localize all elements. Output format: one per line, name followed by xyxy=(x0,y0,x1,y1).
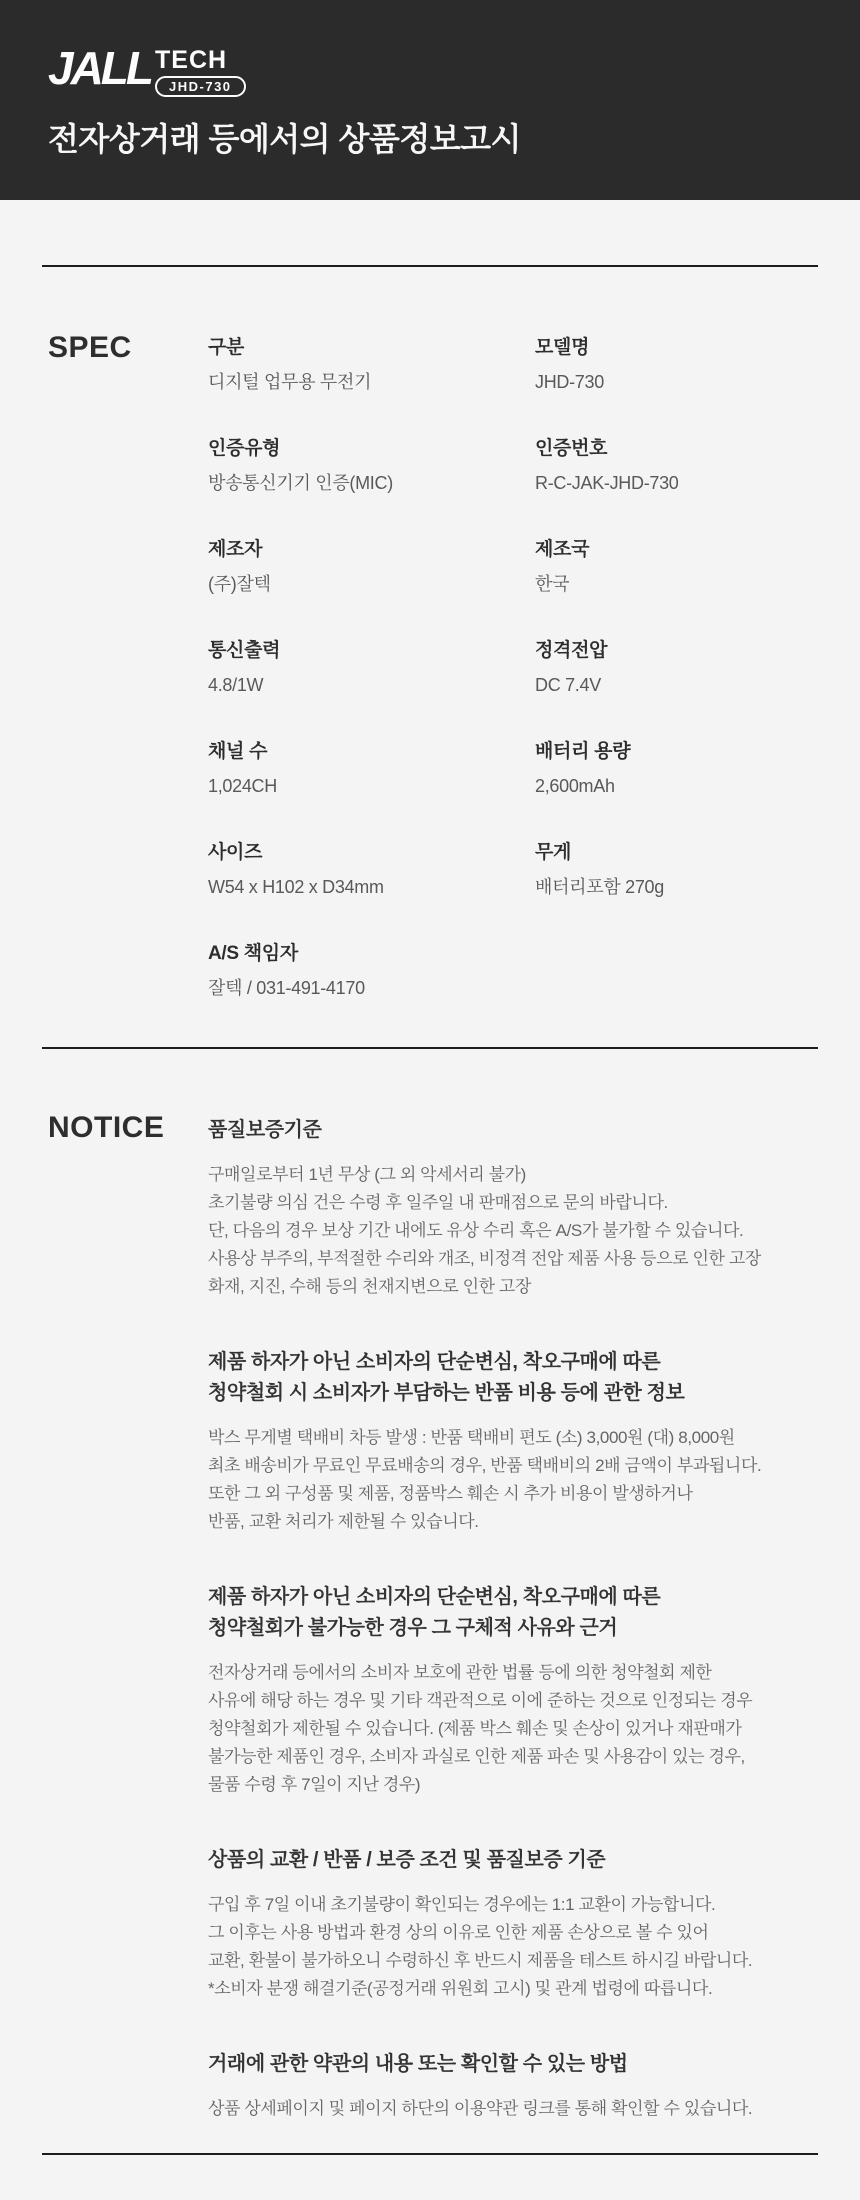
brand-logo-sub-text: TECH xyxy=(155,46,228,74)
spec-value: 잘텍 / 031-491-4170 xyxy=(208,978,365,998)
divider-bottom xyxy=(42,2153,818,2155)
spec-item-channel-count xyxy=(208,740,535,799)
spec-label: 무게 xyxy=(535,842,572,863)
spec-label: 정격전압 xyxy=(535,640,608,661)
notice-block-warranty-standard xyxy=(208,1115,818,1301)
spec-grid xyxy=(208,333,818,1001)
spec-item-manufacturer xyxy=(208,538,535,597)
spec-value: 디지털 업무용 무전기 xyxy=(208,372,372,392)
notice-block-terms-confirmation xyxy=(208,2049,818,2123)
notice-content xyxy=(208,1113,818,2123)
spec-item-category xyxy=(208,336,535,395)
spec-value: 배터리포함 270g xyxy=(535,877,664,897)
spec-label: 배터리 용량 xyxy=(535,741,631,762)
notice-block-title: 품질보증기준 xyxy=(208,1119,322,1141)
spec-value: 2,600mAh xyxy=(535,776,615,796)
spec-label: A/S 책임자 xyxy=(208,943,298,964)
notice-block-return-cost xyxy=(208,1347,818,1536)
spec-heading: SPEC xyxy=(48,331,132,364)
spec-item-weight xyxy=(535,841,818,900)
spec-item-country-of-origin xyxy=(535,538,818,597)
brand-logo xyxy=(48,44,812,97)
notice-block-body: 구입 후 7일 이내 초기불량이 확인되는 경우에는 1:1 교환이 가능합니다. 그 이후는 사용 방법과 환경 상의 이유로 인한 제품 손상으로 볼 수 있어 교환, 환불이 불가하오니 수령하신 후 반드시 제품을 테스트 하시길 바랍니다. *소비자 분쟁 해결기준(공정거래 위원회 고시) 및 관계 법령에 따릅니다. xyxy=(208,1895,753,1998)
notice-block-withdrawal-restriction xyxy=(208,1582,818,1799)
spec-item-rated-voltage xyxy=(535,639,818,698)
notice-block-body: 박스 무게별 택배비 차등 발생 : 반품 택배비 편도 (소) 3,000원 (대) 8,000원 최초 배송비가 무료인 무료배송의 경우, 반품 택배비의 2배 금액이 부과됩니다. 또한 그 외 구성품 및 제품, 정품박스 훼손 시 추가 비용이 발생하거나 반품, 교환 처리가 제한될 수 있습니다. xyxy=(208,1428,762,1531)
spec-value: 1,024CH xyxy=(208,776,277,796)
spec-item-certification-type xyxy=(208,437,535,496)
spec-item-certification-number xyxy=(535,437,818,496)
spec-label: 사이즈 xyxy=(208,842,263,863)
spec-value: R-C-JAK-JHD-730 xyxy=(535,473,679,493)
spec-label: 구분 xyxy=(208,337,245,358)
spec-section xyxy=(0,267,860,1047)
notice-heading: NOTICE xyxy=(48,1111,165,1144)
notice-block-exchange-return-conditions xyxy=(208,1845,818,2003)
spec-value: (주)잘텍 xyxy=(208,574,271,594)
brand-logo-right-group xyxy=(155,44,246,97)
spec-item-battery-capacity xyxy=(535,740,818,799)
spec-label: 제조자 xyxy=(208,539,263,560)
header xyxy=(0,0,860,200)
page-title: 전자상거래 등에서의 상품정보고시 xyxy=(48,121,521,157)
spec-label: 통신출력 xyxy=(208,640,281,661)
brand-logo-main-text: JALL xyxy=(48,42,151,94)
spec-item-model-name xyxy=(535,336,818,395)
notice-block-body: 구매일로부터 1년 무상 (그 외 악세서리 불가) 초기불량 의심 건은 수령 후 일주일 내 판매점으로 문의 바랍니다. 단, 다음의 경우 보상 기간 내에도 유상 수리 혹은 A/S가 불가할 수 있습니다. 사용상 부주의, 부적절한 수리와 개조, 비정격 전압 제품 사용 등으로 인한 고장 화재, 지진, 수해 등의 천재지변으로 인한 고장 xyxy=(208,1165,761,1296)
spec-value: JHD-730 xyxy=(535,372,604,392)
spec-label: 인증유형 xyxy=(208,438,281,459)
notice-block-body: 상품 상세페이지 및 페이지 하단의 이용약관 링크를 통해 확인할 수 있습니다. xyxy=(208,2099,753,2118)
notice-block-title: 제품 하자가 아닌 소비자의 단순변심, 착오구매에 따른 청약철회 시 소비자가 부담하는 반품 비용 등에 관한 정보 xyxy=(208,1351,685,1404)
spec-value: W54 x H102 x D34mm xyxy=(208,877,384,897)
model-badge: JHD-730 xyxy=(155,76,246,97)
spec-label: 모델명 xyxy=(535,337,590,358)
spec-value: 방송통신기기 인증(MIC) xyxy=(208,473,393,493)
spec-value: 4.8/1W xyxy=(208,675,264,695)
spec-value: 한국 xyxy=(535,574,570,594)
spec-item-as-contact xyxy=(208,942,535,1001)
notice-section xyxy=(0,1049,860,2153)
notice-block-title: 제품 하자가 아닌 소비자의 단순변심, 착오구매에 따른 청약철회가 불가능한 경우 그 구체적 사유와 근거 xyxy=(208,1586,661,1639)
notice-block-title: 거래에 관한 약관의 내용 또는 확인할 수 있는 방법 xyxy=(208,2053,628,2075)
spec-label: 인증번호 xyxy=(535,438,608,459)
spec-item-size xyxy=(208,841,535,900)
notice-block-body: 전자상거래 등에서의 소비자 보호에 관한 법률 등에 의한 청약철회 제한 사유에 해당 하는 경우 및 기타 객관적으로 이에 준하는 것으로 인정되는 경우 청약철회가 제한될 수 있습니다. (제품 박스 훼손 및 손상이 있거나 재판매가 불가능한 제품인 경우, 소비자 과실로 인한 제품 파손 및 사용감이 있는 경우, 물품 수령 후 7일이 지난 경우) xyxy=(208,1663,753,1794)
spec-item-output-power xyxy=(208,639,535,698)
spec-value: DC 7.4V xyxy=(535,675,601,695)
notice-block-title: 상품의 교환 / 반품 / 보증 조건 및 품질보증 기준 xyxy=(208,1849,606,1871)
spec-label: 제조국 xyxy=(535,539,590,560)
spec-label: 채널 수 xyxy=(208,741,268,762)
